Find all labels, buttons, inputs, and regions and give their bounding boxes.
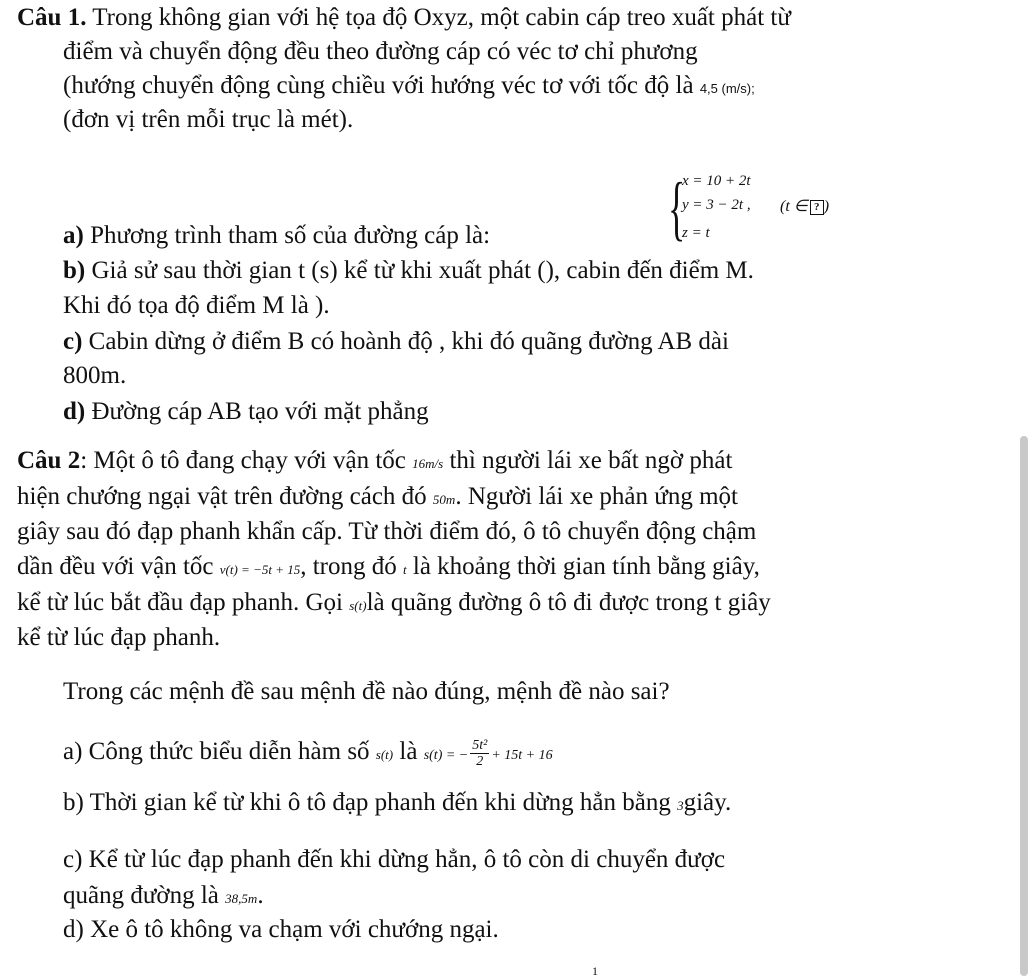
q1-c2: 800m. [63,362,127,389]
q1-speed: 4,5 (m/s); [699,81,755,96]
q2-question: Trong các mệnh đề sau mệnh đề nào đúng, mệnh đề nào sai? [63,678,670,705]
eq-x: x = 10 + 2t [682,173,751,189]
eq-domain: (t ∈ ? ) [780,198,830,215]
parametric-equation-system [668,168,858,250]
missing-symbol-icon: ? [810,200,824,215]
q2-d: d) Xe ô tô không va chạm với chướng ngại. [63,916,499,943]
q1-b2: Khi đó tọa độ điểm M là ). [63,292,330,319]
q2-line2: hiện chướng ngại vật trên đường cách đó 50m. Người lái xe phản ứng một [17,483,738,510]
q1-c: c) Cabin dừng ở điểm B có hoành độ , khi đó quãng đường AB dài [63,328,729,355]
q2-line1: Câu 2: Một ô tô đang chạy với vận tốc 16m/s thì người lái xe bất ngờ phát [17,447,733,474]
q2-line3: giây sau đó đạp phanh khẩn cấp. Từ thời điểm đó, ô tô chuyển động chậm [17,518,757,545]
left-brace-icon: { [668,168,686,248]
eq-y: y = 3 − 2t , [682,197,751,213]
q2-line5: kể từ lúc bắt đầu đạp phanh. Gọi s(t)là quãng đường ô tô đi được trong t giây [17,589,771,616]
q2-c: c) Kể từ lúc đạp phanh đến khi dừng hẳn, ô tô còn di chuyển được [63,846,726,873]
q2-c2: quãng đường là 38,5m. [63,882,264,909]
q2-label: Câu 2 [17,447,81,474]
q1-line1: Câu 1. Trong không gian với hệ tọa độ Oxyz, một cabin cáp treo xuất phát từ [17,4,791,31]
q1-line2: điểm và chuyển động đều theo đường cáp có véc tơ chỉ phương [63,38,698,65]
q2-line4: dần đều với vận tốc v(t) = −5t + 15, trong đó t là khoảng thời gian tính bằng giây, [17,553,760,580]
q2-a: a) Công thức biểu diễn hàm số s(t) là s(t) = − $\frac{\text{5t²}}{2}$ + 15t + 16 [63,737,553,769]
scrollbar[interactable] [1020,436,1028,976]
q1-b: b) Giả sử sau thời gian t (s) kể từ khi xuất phát (), cabin đến điểm M. [63,257,754,284]
q1-d: d) Đường cáp AB tạo với mặt phẳng [63,398,429,425]
q2-b: b) Thời gian kể từ khi ô tô đạp phanh đến khi dừng hẳn bằng 3giây. [63,789,732,816]
q1-label: Câu 1. [17,4,87,31]
q1-line3: (hướng chuyển động cùng chiều với hướng véc tơ với tốc độ là 4,5 (m/s); [63,72,755,99]
page-number: 1 [592,964,598,978]
q2-line6: kể từ lúc đạp phanh. [17,624,221,651]
q1-line4: (đơn vị trên mỗi trục là mét). [63,106,354,133]
q1-a: a) Phương trình tham số của đường cáp là: [63,222,491,249]
eq-z: z = t [682,225,710,241]
fraction: $\frac{\text{5t²}}{2}$ [472,737,488,769]
